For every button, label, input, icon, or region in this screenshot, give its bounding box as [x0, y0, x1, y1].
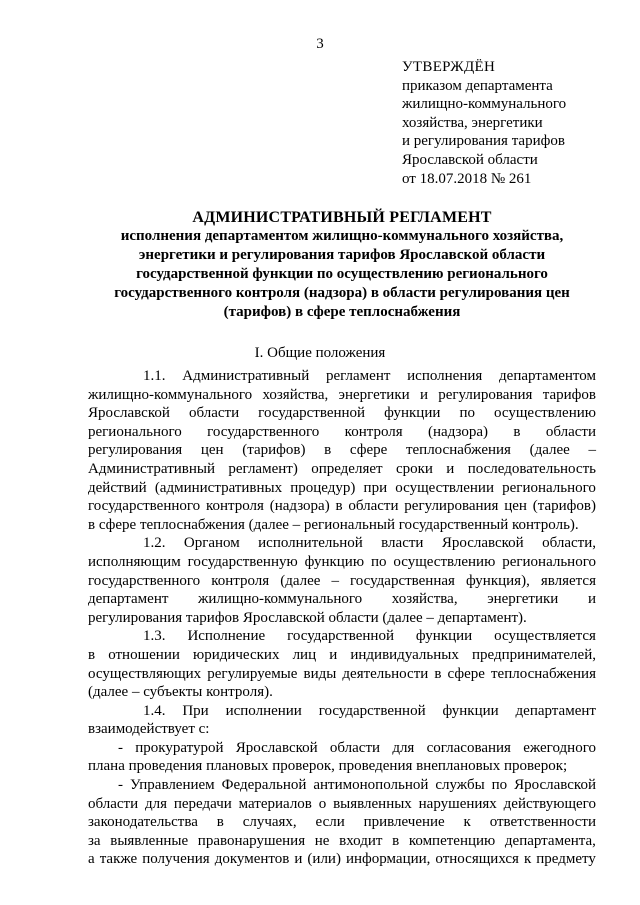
document-title — [88, 208, 596, 322]
word: процедур) — [290, 479, 356, 496]
body-line — [88, 534, 596, 553]
approval-line: Ярославской области — [402, 151, 538, 168]
word: Органом — [183, 535, 240, 552]
word: для — [392, 739, 415, 756]
word: исполнения — [407, 368, 483, 384]
word: функции — [384, 405, 441, 422]
body-line — [88, 441, 596, 460]
word: осуществлению — [494, 405, 596, 422]
word: функции — [442, 702, 499, 719]
title-line: (тарифов) в сфере теплоснабжения — [223, 304, 461, 320]
word: лиц — [292, 646, 317, 663]
word: компетенцию — [408, 832, 496, 849]
word: функции — [415, 628, 473, 645]
word: ответственности — [489, 814, 596, 831]
word: является — [540, 572, 596, 589]
body-line — [88, 832, 596, 851]
body-line — [88, 572, 596, 591]
word: 1.2. — [143, 535, 166, 552]
word: исполняющим — [88, 553, 181, 570]
word: о — [318, 795, 327, 812]
word: 1.3. — [143, 628, 166, 645]
word: осуществляется — [494, 628, 596, 645]
word: выявленных — [333, 795, 412, 812]
word: сроки — [395, 460, 433, 477]
word: департамент — [88, 591, 169, 608]
approval-heading: УТВЕРЖДЁН — [402, 59, 496, 75]
word: правонарушения — [197, 832, 306, 849]
word: государственная — [349, 572, 455, 589]
word: области — [545, 423, 596, 440]
word: осуществлении — [395, 479, 494, 496]
word: (надзора) — [428, 423, 489, 440]
title-line: исполнения департаментом жилищно-коммунального хозяйства, — [120, 228, 564, 244]
word: выявленные — [110, 832, 189, 849]
body-line: регулирования тарифов Ярославской области (далее – департамент). — [88, 609, 527, 626]
word: в — [434, 665, 442, 682]
body-line — [88, 404, 596, 423]
word: (тарифов) — [532, 498, 596, 515]
word: предпринимателей, — [471, 646, 596, 663]
word: - — [118, 739, 123, 756]
body-line — [88, 646, 596, 665]
word: также — [99, 851, 138, 868]
word: Административный — [88, 460, 216, 477]
word: последовательность — [467, 460, 596, 477]
word: документов — [214, 851, 290, 868]
word: относящихся — [435, 851, 519, 868]
word: за — [88, 832, 101, 849]
word: хозяйства, — [391, 591, 458, 608]
word: предмету — [536, 851, 596, 868]
body-line — [88, 479, 596, 498]
word: регионального — [502, 479, 596, 496]
word: материалов — [238, 795, 312, 812]
word: государственного — [88, 498, 201, 515]
approval-line: приказом департамента — [402, 77, 553, 94]
title-line: государственной функции по осуществлению регионального — [136, 266, 548, 282]
word: цен — [200, 442, 224, 459]
word: жилищно-коммунального — [88, 386, 253, 403]
body-line: (далее – субъекты контроля). — [88, 684, 273, 701]
word: случаях, — [242, 814, 297, 831]
word: области — [329, 739, 381, 756]
word: регионального — [88, 423, 182, 440]
word: департамента, — [504, 832, 596, 849]
word: государственного — [88, 572, 201, 589]
word: в — [216, 814, 224, 831]
word: контроля — [344, 423, 403, 440]
word: получения — [142, 851, 210, 868]
word: регионального — [502, 553, 596, 570]
word: области, — [542, 535, 596, 552]
word: регламент — [325, 368, 391, 384]
word: информации, — [345, 851, 431, 868]
word: осуществляющих — [88, 665, 202, 682]
word: – — [588, 442, 596, 459]
word: сфере — [349, 442, 388, 459]
word: привлечение — [363, 814, 445, 831]
word: не — [314, 832, 330, 849]
body-line — [88, 553, 596, 572]
word: Исполнение — [187, 628, 266, 645]
body-line — [88, 590, 596, 609]
word: – — [331, 572, 339, 589]
word: при — [363, 479, 388, 496]
body-text — [88, 367, 596, 869]
body-line — [88, 702, 596, 721]
body-line — [88, 813, 596, 832]
word: Административный — [182, 368, 310, 384]
word: энергетики — [338, 386, 410, 403]
title-line: энергетики и регулирования тарифов Ярославской области — [138, 247, 546, 263]
word: функцию — [304, 553, 365, 570]
title-main: АДМИНИСТРАТИВНЫЙ РЕГЛАМЕНТ — [192, 209, 492, 226]
word: и — [329, 646, 338, 663]
word: 1.4. — [143, 702, 166, 719]
word: и — [446, 460, 455, 477]
word: осуществлению — [393, 553, 496, 570]
word: регулирования — [88, 442, 183, 459]
word: службы — [435, 777, 485, 794]
word: и — [419, 386, 428, 403]
word: определяет — [311, 460, 383, 477]
word: государственного — [207, 423, 320, 440]
word: в — [88, 646, 96, 663]
word: хозяйства, — [262, 386, 329, 403]
word: юридических — [193, 646, 280, 663]
word: регулирования — [404, 498, 499, 515]
word: тарифов — [542, 386, 596, 403]
word: в — [513, 423, 521, 440]
word: департамент — [515, 702, 596, 719]
word: Ярославской — [88, 405, 170, 422]
word: согласования — [426, 739, 511, 756]
word: (далее — [529, 442, 570, 459]
approval-line: жилищно-коммунального — [402, 96, 567, 113]
approval-stamp — [402, 58, 632, 188]
word: власти — [381, 535, 424, 552]
word: цен — [504, 498, 527, 515]
body-line — [88, 739, 596, 758]
body-line — [88, 423, 596, 442]
body-line — [88, 367, 596, 386]
word: Федеральной — [221, 777, 307, 794]
word: ежегодного — [523, 739, 596, 756]
word: теплоснабжения — [491, 665, 596, 682]
word: для — [145, 795, 168, 812]
body-line: взаимодействует с: — [88, 721, 210, 738]
word: (тарифов) — [242, 442, 306, 459]
body-line — [88, 386, 596, 405]
approval-line: хозяйства, энергетики — [402, 114, 543, 131]
body-line — [88, 776, 596, 795]
body-line — [88, 795, 596, 814]
word: государственной — [318, 702, 426, 719]
word: в — [324, 442, 332, 459]
word: передачи — [173, 795, 232, 812]
body-line — [88, 850, 596, 869]
word: области — [88, 795, 139, 812]
word: (или) — [307, 851, 341, 868]
word: регламент) — [228, 460, 298, 477]
word: теплоснабжения — [405, 442, 511, 459]
word: по — [491, 777, 508, 794]
word: государственную — [187, 553, 298, 570]
word: регулируемые — [207, 665, 298, 682]
approval-line: от 18.07.2018 № 261 — [402, 170, 532, 187]
word: а — [88, 851, 95, 868]
body-line: в сфере теплоснабжения (далее – региональный государственный контроль). — [88, 516, 579, 533]
word: и — [294, 851, 303, 868]
word: к — [463, 814, 471, 831]
word: Ярославской — [441, 535, 524, 552]
approval-line: и регулирования тарифов — [402, 133, 565, 150]
section-heading: I. Общие положения — [254, 345, 386, 361]
word: нарушениях — [418, 795, 497, 812]
word: 1.1. — [143, 368, 166, 384]
word: и — [587, 591, 596, 608]
word: области — [188, 405, 240, 422]
body-line: плана проведения плановых проверок, проведения внеплановых проверок; — [88, 758, 568, 775]
word: энергетики — [487, 591, 559, 608]
word: деятельности — [342, 665, 429, 682]
word: (административных — [154, 479, 283, 496]
body-line — [88, 497, 596, 516]
word: департаментом — [499, 368, 596, 384]
word: в — [335, 498, 343, 515]
word: законодательства — [88, 814, 198, 831]
word: (надзора) — [269, 498, 330, 515]
word: индивидуальных — [350, 646, 459, 663]
body-line — [88, 627, 596, 646]
word: При — [182, 702, 209, 719]
word: прокуратурой — [135, 739, 224, 756]
word: по — [459, 405, 475, 422]
word: действий — [88, 479, 147, 496]
body-line — [88, 460, 596, 479]
word: регулирования — [438, 386, 533, 403]
title-line: государственного контроля (надзора) в области регулирования цен — [114, 285, 570, 301]
word: контроля — [211, 572, 270, 589]
word: виды — [303, 665, 337, 682]
word: входит — [339, 832, 383, 849]
word: функция), — [465, 572, 530, 589]
word: - — [118, 777, 123, 794]
word: действующего — [503, 795, 596, 812]
word: отношении — [108, 646, 180, 663]
word: антимонопольной — [313, 777, 429, 794]
word: в — [392, 832, 400, 849]
word: государственной — [258, 405, 366, 422]
page-number: 3 — [316, 36, 324, 52]
word: Ярославской — [235, 739, 318, 756]
word: (далее — [280, 572, 321, 589]
word: сфере — [447, 665, 485, 682]
word: исполнении — [225, 702, 302, 719]
word: если — [315, 814, 345, 831]
word: Ярославской — [514, 777, 596, 794]
body-line — [88, 665, 596, 684]
word: Управлением — [129, 777, 215, 794]
word: области — [348, 498, 399, 515]
word: государственной — [287, 628, 394, 645]
word: исполнительной — [258, 535, 363, 552]
word: жилищно-коммунального — [198, 591, 363, 608]
word: по — [370, 553, 387, 570]
word: контроля — [205, 498, 264, 515]
word: к — [523, 851, 532, 868]
